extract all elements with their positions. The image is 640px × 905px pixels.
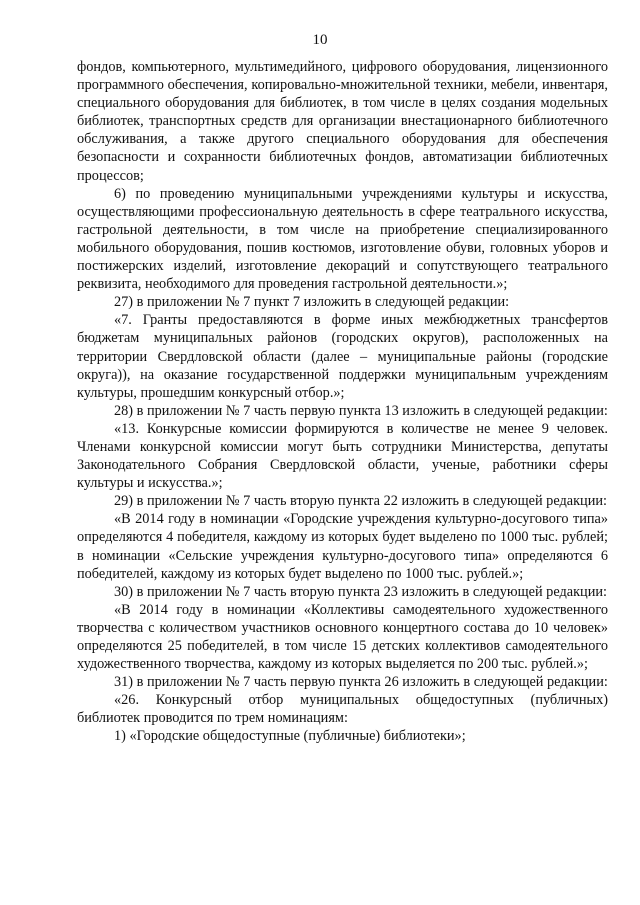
document-body	[77, 58, 608, 746]
paragraph-2: 6) по проведению муниципальными учреждениями культуры и искусства, осуществляющими профессиональную деятельность в сфере театрального искусства, гастрольной деятельности, в том числе на приобретение специализированного мобильного оборудования, пошив костюмов, изготовление обуви, головных уборов и постижерских изделий, изготовление декораций и сопутствующего театрального реквизита, необходимого для проведения гастрольной деятельности.»;	[77, 185, 608, 293]
paragraph-5: 28) в приложении № 7 часть первую пункта 13 изложить в следующей редакции:	[114, 402, 608, 419]
paragraph-12: «26. Конкурсный отбор муниципальных общедоступных (публичных) библиотек проводится по трем номинациям:	[77, 692, 608, 727]
page-number: 10	[312, 32, 328, 48]
paragraph-8: «В 2014 году в номинации «Городские учреждения культурно-досугового типа» определяются 4 победителя, каждому из которых будет выделено по 1000 тыс. рублей; в номинации «Сельские учреждения культурно-досугового типа» определяются 6 победителей, каждому из которых будет выделено по 1000 тыс. рублей.»;	[77, 511, 608, 582]
paragraph-11: 31) в приложении № 7 часть первую пункта 26 изложить в следующей редакции:	[114, 674, 608, 691]
paragraph-6: «13. Конкурсные комиссии формируются в количестве не менее 9 человек. Членами конкурсной комиссии могут быть сотрудники Министерства, депутаты Законодательного Собрания Свердловской области, ученые, работники сферы культуры и искусства.»;	[77, 420, 608, 492]
paragraph-1: фондов, компьютерного, мультимедийного, цифрового оборудования, лицензионного программного обеспечения, копировально-множительной техники, мебели, инвентаря, специального оборудования для библиотек, в том числе в целях создания модельных библиотек, транспортных средств для организации внестационарного библиотечного обслуживания, а также другого специального оборудования для обеспечения безопасности и сохранности библиотечных фондов, автоматизации библиотечных процессов;	[77, 59, 608, 184]
paragraph-9: 30) в приложении № 7 часть вторую пункта 23 изложить в следующей редакции:	[114, 583, 607, 600]
paragraph-4: «7. Гранты предоставляются в форме иных межбюджетных трансфертов бюджетам муниципальных районов (городских округов), расположенных на территории Свердловской области (далее – муниципальные районы (городские округа)), на оказание государственной поддержки муниципальным учреждениям культуры, прошедшим конкурсный отбор.»;	[77, 312, 608, 401]
paragraph-13: 1) «Городские общедоступные (публичные) библиотеки»;	[114, 728, 466, 745]
paragraph-10: «В 2014 году в номинации «Коллективы самодеятельного художественного творчества с количеством участников основного концертного состава до 10 человек» определяются 25 победителей, в том числе 15 детских коллективов самодеятельного художественного творчества, каждому из которых выделяется по 200 тыс. рублей.»;	[77, 601, 608, 673]
paragraph-7: 29) в приложении № 7 часть вторую пункта 22 изложить в следующей редакции:	[114, 493, 607, 510]
paragraph-3: 27) в приложении № 7 пункт 7 изложить в следующей редакции:	[114, 294, 510, 311]
